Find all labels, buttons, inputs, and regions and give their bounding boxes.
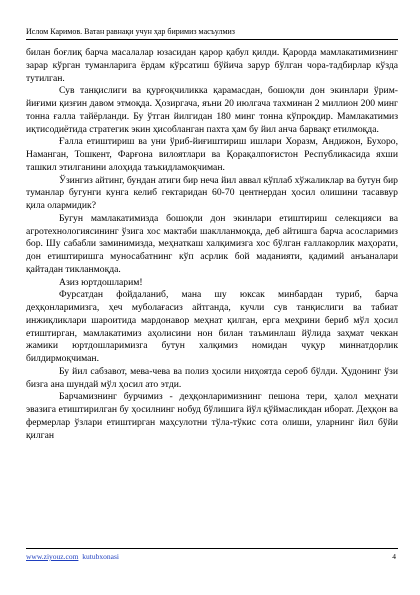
page-footer [26, 551, 398, 563]
paragraph: Ўзингиз айтинг, бундан атиги бир неча йил аввал кўплаб хўжаликлар ва бутун бир туманлар бугунги кунга келиб гектаридан 60-70 центнердан ҳосил олишини тасаввур қила олармидик? [26, 174, 398, 211]
paragraph: билан боғлиқ барча масалалар юзасидан қарор қабул қилди. Қарорда мамлакатимизнинг зарар кўрган туманларига ёрдам кўрсатиш бўйича зарур бўлган чора-тадбирлар кўзда тутилган. [26, 47, 398, 84]
paragraph: Барчамизнинг бурчимиз - деҳқонларимизнинг пешона тери, ҳалол меҳнати эвазига етиштирилган бу ҳосилнинг нобуд бўлишига йўл қўймасликдан иборат. Деҳқон ва фермерлар ўзлари етиштирган маҳсулотни тўла-тўкис сота олиши, уларнинг йил бўйи қилган [26, 391, 398, 441]
header-divider [26, 39, 398, 40]
running-title: Ислом Каримов. Ватан равнақи учун ҳар биримиз масъулмиз [26, 27, 235, 36]
paragraph: Бугун мамлакатимизда бошоқли дон экинлари етиштириш селекцияси ва агротехнологиясининг ўзига хос мактаби шаклланмоқда, деб айтишга барча асосларимиз бор. Шу сабабли заминимизда, меҳнаткаш халқимизга хос бўлган ғаллакорлик маҳорати, дон етиштиришга муносабатнинг кўп асрлик бой маданияти, қадимий анъаналари қайтадан тикланмоқда. [26, 212, 398, 275]
page-number: 4 [392, 552, 396, 561]
library-label: kutubxonasi [82, 552, 119, 561]
paragraph: Сув танқислиги ва қурғоқчиликка қарамасдан, бошоқли дон экинлари ўрим-йиғими қизғин давом этмоқда. Ҳозиргача, яъни 20 июлгача тахминан 2 миллион 200 минг тонна ғалла тайёрланди. Бу ўтган йилгидан 180 минг тонна кўпроқдир. Мамлакатимиз иқтисодиётида стратегик экин ҳисобланган пахта ҳам бу йил анча барвақт етилмоқда. [26, 85, 398, 135]
paragraph: Бу йил сабзавот, мева-чева ва полиз ҳосили ниҳоятда сероб бўлди. Ҳудонинг ўзи бизга ана шундай мўл ҳосил ато этди. [26, 365, 398, 390]
site-link[interactable]: www.ziyouz.com [26, 552, 79, 561]
paragraph: Фурсатдан фойдаланиб, мана шу юксак минбардан туриб, барча деҳқонларимизга, ҳеч муболағасиз айтганда, кучли сув танқислиги ва табиат инжиқликлари шароитида мардонавор меҳнат қилган, ерга меҳрини бериб мўл ҳосил етиштирган, мамлакатимиз аҳолисини нон билан таъминлаш йўлида заҳмат чеккан жамики юртдошларимизга бутун халқимиз номидан чуқур миннатдорлик билдирмоқчиман. [26, 289, 398, 364]
footer-divider [26, 548, 398, 549]
body-text [26, 47, 398, 539]
paragraph: Ғалла етиштириш ва уни ўриб-йиғиштириш ишлари Хоразм, Андижон, Бухоро, Наманган, Тошкент, Фарғона вилоятлари ва Қорақалпоғистон Республикасида яхши ташкил этилганини алоҳида таъкидламоқчиман. [26, 136, 398, 173]
paragraph: Азиз юртдошларим! [59, 276, 143, 288]
